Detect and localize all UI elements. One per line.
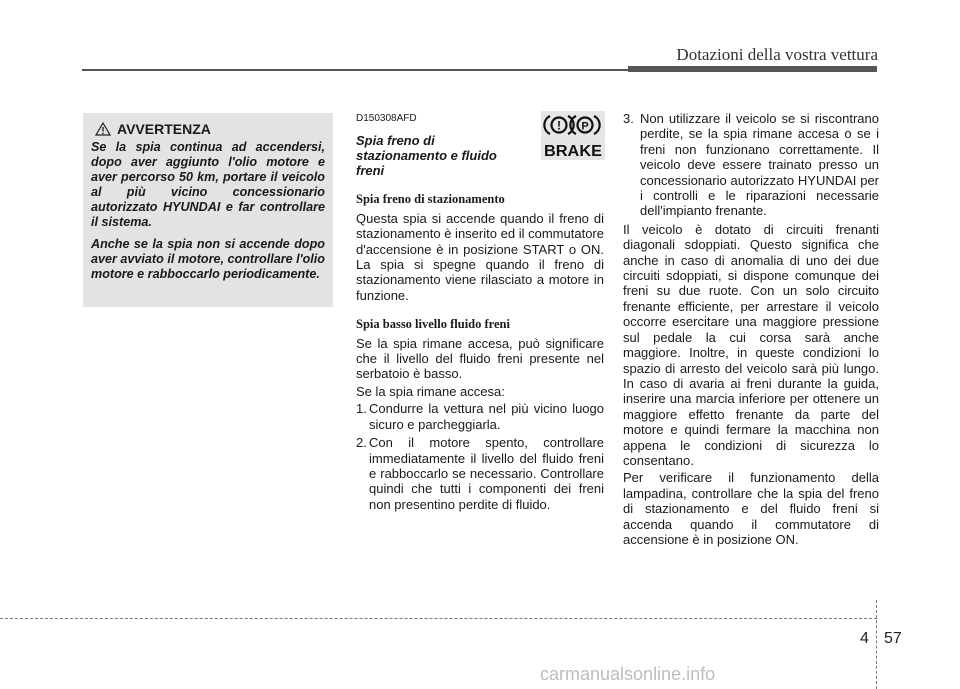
page-number: 57 (884, 630, 902, 647)
section-subtitle: Spia freno di stazionamento e fluido freni (356, 133, 497, 179)
brake-icon-p: P (581, 120, 589, 133)
brake-fluid-heading: Spia basso livello fluido freni (356, 317, 510, 332)
column-3 (623, 111, 879, 549)
warning-triangle-icon (95, 122, 111, 136)
header-title: Dotazioni della vostra vettura (676, 45, 878, 64)
warning-title-row (95, 121, 325, 137)
brake-icon-label: BRAKE (544, 143, 603, 160)
parking-brake-heading: Spia freno di stazionamento (356, 192, 505, 207)
step-number: 2. (356, 435, 367, 451)
step-number: 3. (623, 111, 634, 126)
steps-list-continued (623, 111, 879, 219)
warning-box (83, 113, 333, 307)
list-item (623, 111, 879, 219)
list-item (356, 435, 604, 512)
column-2 (356, 111, 604, 515)
step-text: Con il motore spento, controllare immediatamente il livello del fluido freni e rabboccarlo se necessario. Controllare quindi che tutti i componenti dei freni non presentino perdite di fluido. (369, 435, 604, 512)
header-bar (628, 66, 877, 72)
parking-brake-text: Questa spia si accende quando il freno di stazionamento è inserito ed il commutatore d'accensione è in posizione START o ON. La spia si spegne quando il freno di stazionamento viene rilasciato a motore in funzione. (356, 210, 604, 303)
brake-fluid-lead: Se la spia rimane accesa: (356, 383, 505, 399)
brake-fluid-text: Se la spia rimane accesa, può significare che il livello del fluido freni presente nel serbatoio è basso. (356, 335, 604, 382)
warning-paragraph: Anche se la spia non si accende dopo aver avviato il motore, controllare l'olio motore e rabboccarlo periodicamente. (91, 237, 325, 281)
steps-list (356, 401, 604, 512)
warning-paragraph: Se la spia continua ad accendersi, dopo aver aggiunto l'olio motore e aver percorso 50 km, portare il veicolo al più vicino concessionario autorizzato HYUNDAI e far controllare il sistema. (91, 140, 325, 229)
step-text: Non utilizzare il veicolo se si riscontrano perdite, se la spia rimane accesa o se i freni non funzionano correttamente. Il veicolo deve essere trainato presso un concessionario autorizzato HYUNDAI per i controlli e le riparazioni necessarie dell'impianto frenante. (640, 111, 879, 219)
brake-icon-excl: ! (557, 118, 561, 133)
list-item (356, 401, 604, 432)
footer-divider (876, 600, 877, 689)
step-text: Condurre la vettura nel più vicino luogo sicuro e parcheggiarla. (369, 401, 604, 432)
footer-rule (0, 618, 877, 619)
section-code: D150308AFD (356, 113, 417, 124)
warning-title: AVVERTENZA (117, 121, 211, 137)
chapter-number: 4 (860, 630, 869, 647)
circuit-paragraph: Il veicolo è dotato di circuiti frenanti diagonali sdoppiati. Questo significa che anche in caso di anomalia di uno dei due circuiti sdoppiati, si dispone comunque dei freni su due ruote. Con un solo circuito frenante efficiente, per arrestare il veicolo occorre esercitare una maggiore pressione sul pedale la cui corsa sarà anche maggiore. Inoltre, in queste condizioni lo spazio di arresto del veicolo sarà più lungo. In caso di avaria ai freni durante la guida, inserire una marcia inferiore per ottenere un maggiore effetto frenante da parte del motore e quindi fermare la macchina non appena le condizioni di sicurezza lo consentano. (623, 221, 879, 468)
lamp-check-paragraph: Per verificare il funzionamento della lampadina, controllare che la spia del freno di stazionamento e del fluido freni si accenda quando il commutatore di accensione è in posizione ON. (623, 470, 879, 547)
watermark: carmanualsonline.info (540, 664, 716, 684)
step-number: 1. (356, 401, 367, 417)
brake-warning-icon (541, 111, 605, 160)
